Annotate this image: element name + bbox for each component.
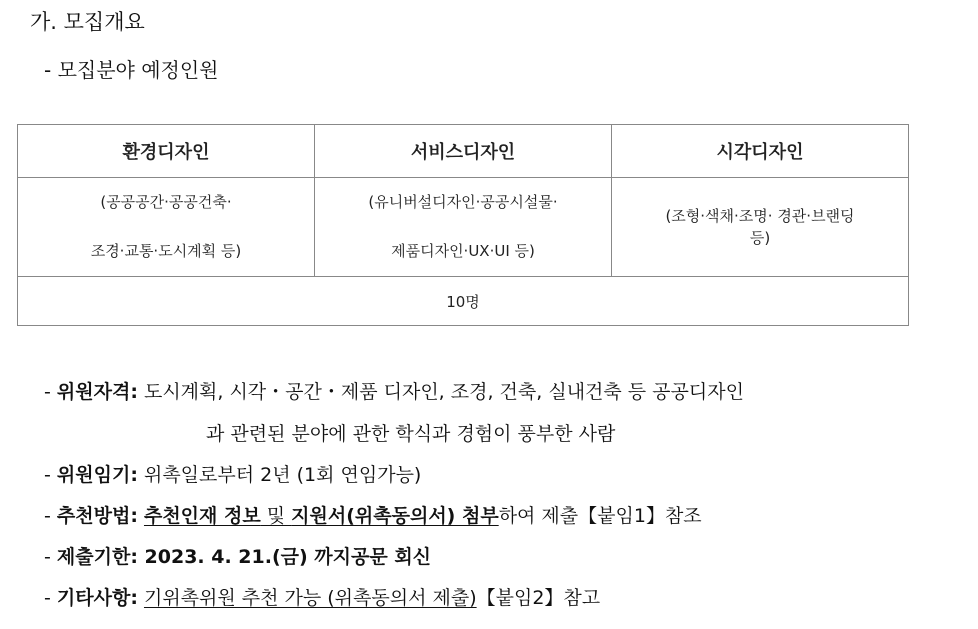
item-key: 추천방법:: [56, 505, 138, 527]
table-description-row: [18, 178, 909, 277]
item-emphasis: 추천인재 정보: [143, 505, 261, 527]
header-service-design: 서비스디자인: [315, 125, 612, 178]
table-header-row: [18, 125, 909, 178]
recruitment-details: [44, 372, 744, 619]
header-environment-design: 환경디자인: [18, 125, 315, 178]
total-count: 10명: [18, 277, 909, 326]
item-method: [44, 496, 744, 537]
section-title: 가. 모집개요: [30, 10, 145, 34]
environment-design-scope: [18, 178, 315, 277]
header-visual-design: 시각디자인: [612, 125, 909, 178]
item-connector: 및: [260, 505, 292, 527]
item-dash: -: [44, 587, 57, 609]
item-dash: -: [44, 464, 57, 486]
recruitment-table: [17, 124, 909, 326]
table-total-row: [18, 277, 909, 326]
item-key: 제출기한:: [56, 546, 138, 568]
subsection-title: - 모집분야 예정인원: [44, 58, 219, 82]
item-key: 위원자격:: [56, 381, 138, 403]
item-value: 2023. 4. 21.(금) 까지공문 회신: [137, 546, 432, 568]
item-underlined: 기위촉위원 추천 가능 (위촉동의서 제출): [143, 587, 477, 609]
item-dash: -: [44, 381, 57, 403]
item-dash: -: [44, 546, 57, 568]
scope-line: 조경·교통·도시계획 등): [90, 242, 242, 260]
item-value: 도시계획, 시각・공간・제품 디자인, 조경, 건축, 실내건축 등 공공디자인: [137, 381, 744, 403]
scope-line: (공공공간·공공건축·: [100, 193, 232, 211]
item-deadline: [44, 537, 744, 578]
visual-design-scope: [612, 178, 909, 277]
item-value: 위촉일로부터 2년 (1회 연임가능): [137, 464, 422, 486]
item-key: 기타사항:: [56, 587, 138, 609]
scope-line: (유니버설디자인·공공시설물·: [368, 193, 558, 211]
item-key: 위원임기:: [56, 464, 138, 486]
scope-line: 제품디자인·UX·UI 등): [391, 242, 535, 260]
scope-line: (조형·색채·조명· 경관·브랜딩: [665, 207, 855, 225]
item-qualification: [44, 372, 744, 413]
item-value: 【붙임2】참고: [476, 587, 601, 609]
scope-line: 등): [749, 229, 771, 247]
item-dash: -: [44, 505, 57, 527]
service-design-scope: [315, 178, 612, 277]
item-term: [44, 455, 744, 496]
item-emphasis: 지원서(위촉동의서) 첨부: [291, 505, 499, 527]
item-qualification-continuation: 과 관련된 분야에 관한 학식과 경험이 풍부한 사람: [206, 423, 616, 445]
item-other: [44, 578, 744, 619]
item-value: 하여 제출【붙임1】참조: [498, 505, 702, 527]
